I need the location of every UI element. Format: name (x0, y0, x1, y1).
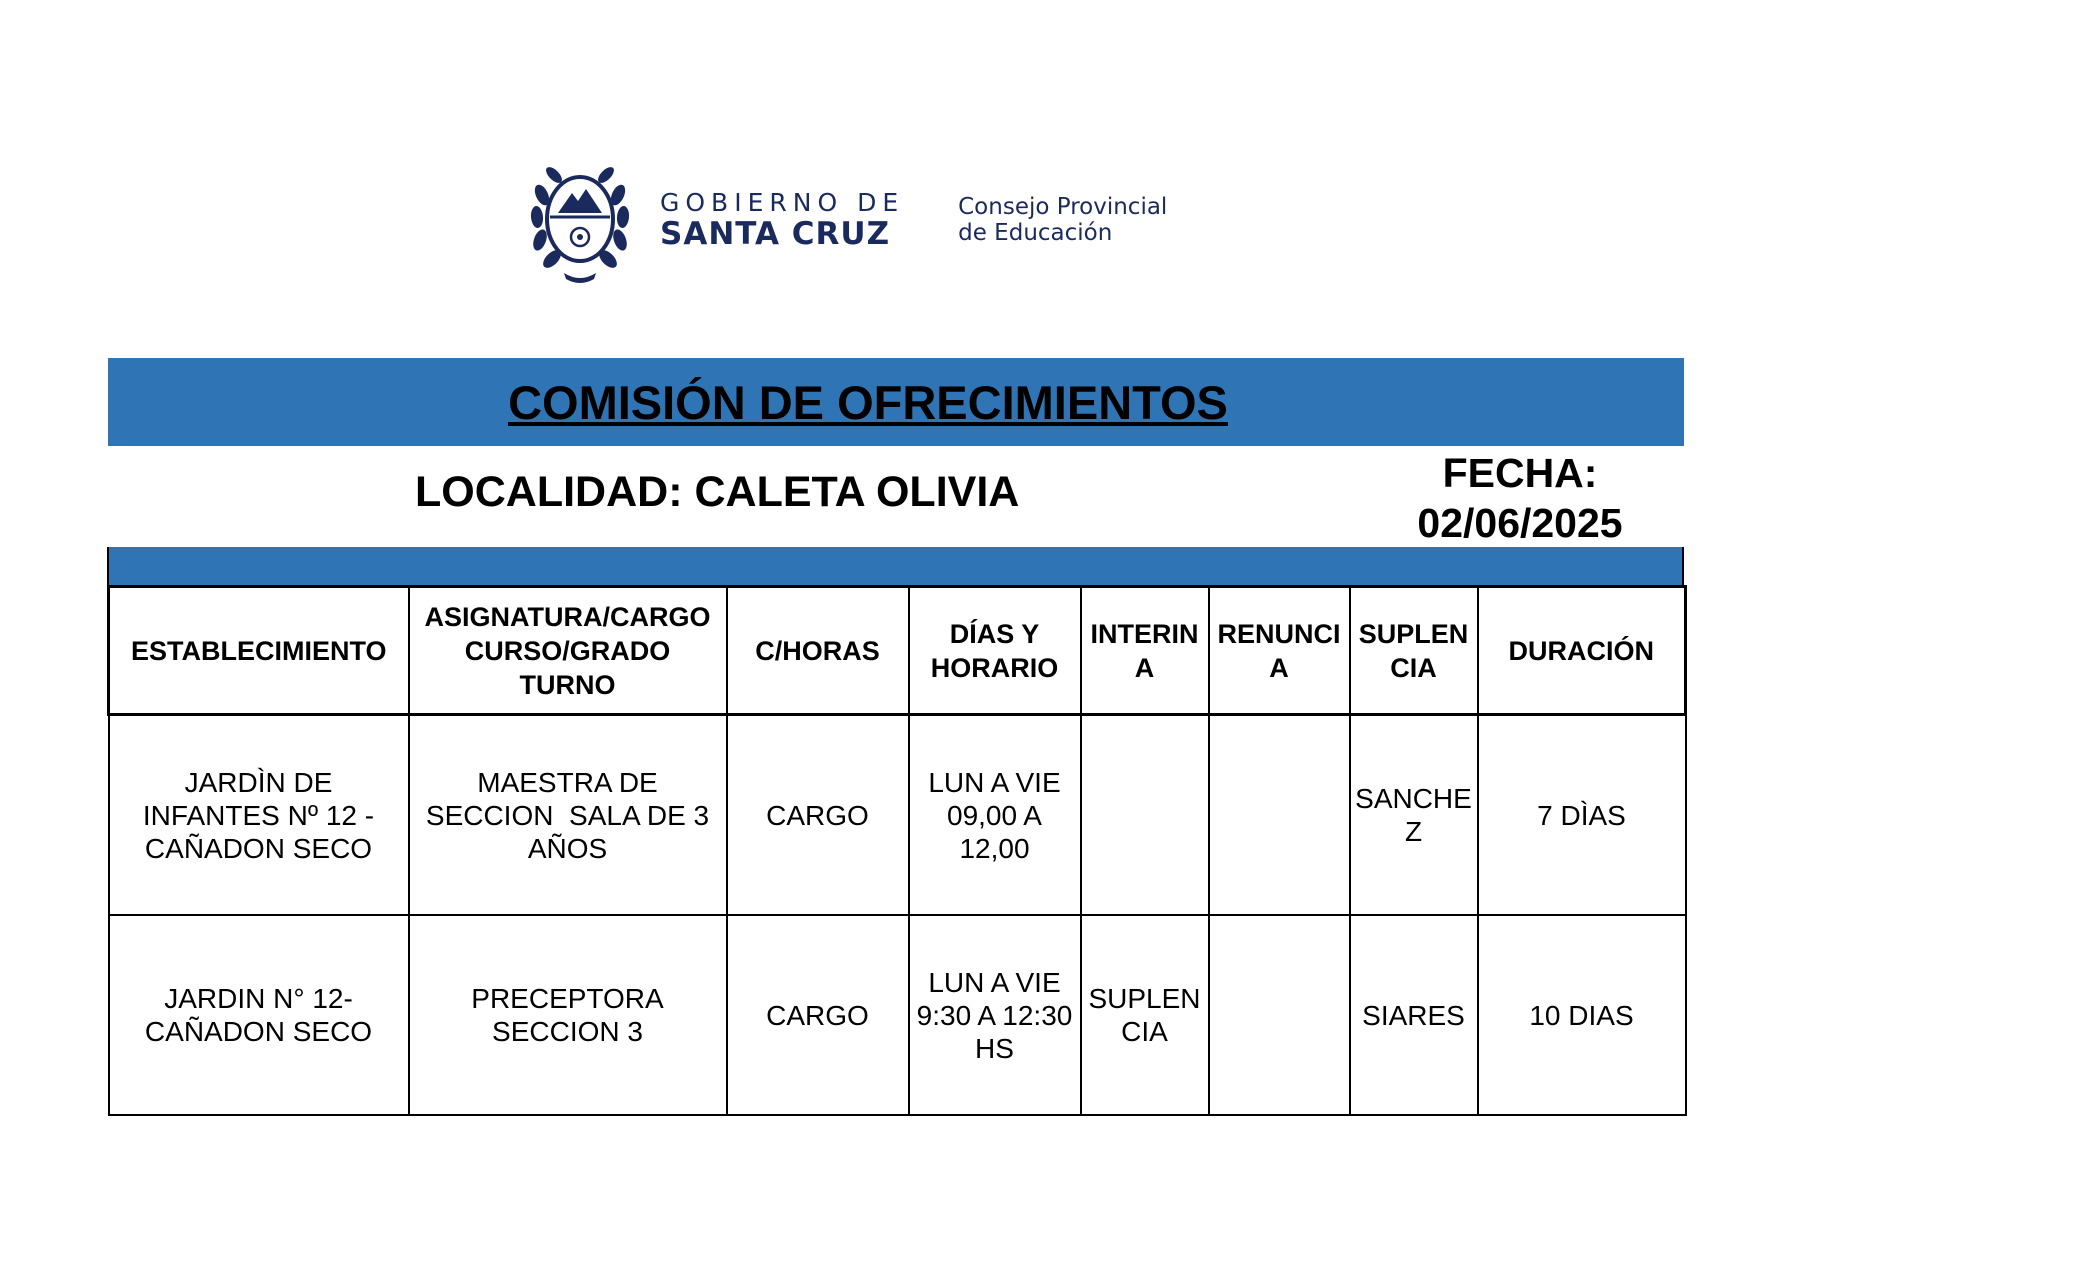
ofrecimientos-table (107, 585, 1687, 1116)
cell-horas: CARGO (727, 715, 909, 916)
page-title: COMISIÓN DE OFRECIMIENTOS (508, 375, 1228, 429)
gobierno-logo-text (660, 190, 904, 250)
table-row (109, 715, 1686, 916)
localidad-label: LOCALIDAD: CALETA OLIVIA (415, 468, 1020, 516)
educacion-line: de Educación (958, 220, 1113, 246)
header-logo (528, 155, 1167, 285)
cell-suplencia: SIARES (1350, 915, 1478, 1115)
cell-dias-horario: LUN A VIE 9:30 A 12:30 HS (909, 915, 1081, 1115)
cell-renuncia (1209, 915, 1350, 1115)
cell-duracion: 10 DIAS (1478, 915, 1686, 1115)
header-horas: C/HORAS (727, 587, 909, 715)
header-asignatura: ASIGNATURA/CARGO CURSO/GRADO TURNO (409, 587, 727, 715)
cell-establecimiento: JARDIN N° 12- CAÑADON SECO (109, 915, 409, 1115)
fecha-block (1380, 448, 1660, 548)
fecha-value: 02/06/2025 (1417, 500, 1623, 546)
cell-suplencia: SANCHEZ (1350, 715, 1478, 916)
cell-horas: CARGO (727, 915, 909, 1115)
table-header-row (109, 587, 1686, 715)
cell-interina (1081, 715, 1209, 916)
consejo-line: Consejo Provincial (958, 194, 1168, 220)
santa-cruz-line: SANTA CRUZ (660, 216, 891, 252)
cell-establecimiento: JARDÌN DE INFANTES Nº 12 - CAÑADON SECO (109, 715, 409, 916)
table-row (109, 915, 1686, 1115)
fecha-label: FECHA: (1442, 450, 1598, 496)
cell-interina: SUPLENCIA (1081, 915, 1209, 1115)
consejo-logo-text (958, 194, 1167, 246)
header-establecimiento: ESTABLECIMIENTO (109, 587, 409, 715)
gobierno-line: GOBIERNO DE (660, 188, 905, 217)
santa-cruz-seal-icon (528, 155, 632, 285)
header-dias-horario: DÍAS Y HORARIO (909, 587, 1081, 715)
cell-asignatura: PRECEPTORA SECCION 3 (409, 915, 727, 1115)
header-duracion: DURACIÓN (1478, 587, 1686, 715)
header-suplencia: SUPLENCIA (1350, 587, 1478, 715)
cell-asignatura: MAESTRA DE SECCION SALA DE 3 AÑOS (409, 715, 727, 916)
cell-duracion: 7 DÌAS (1478, 715, 1686, 916)
title-band (108, 358, 1684, 446)
header-interina: INTERINA (1081, 587, 1209, 715)
header-renuncia: RENUNCIA (1209, 587, 1350, 715)
cell-dias-horario: LUN A VIE 09,00 A 12,00 (909, 715, 1081, 916)
blue-divider-strip (107, 547, 1684, 585)
cell-renuncia (1209, 715, 1350, 916)
